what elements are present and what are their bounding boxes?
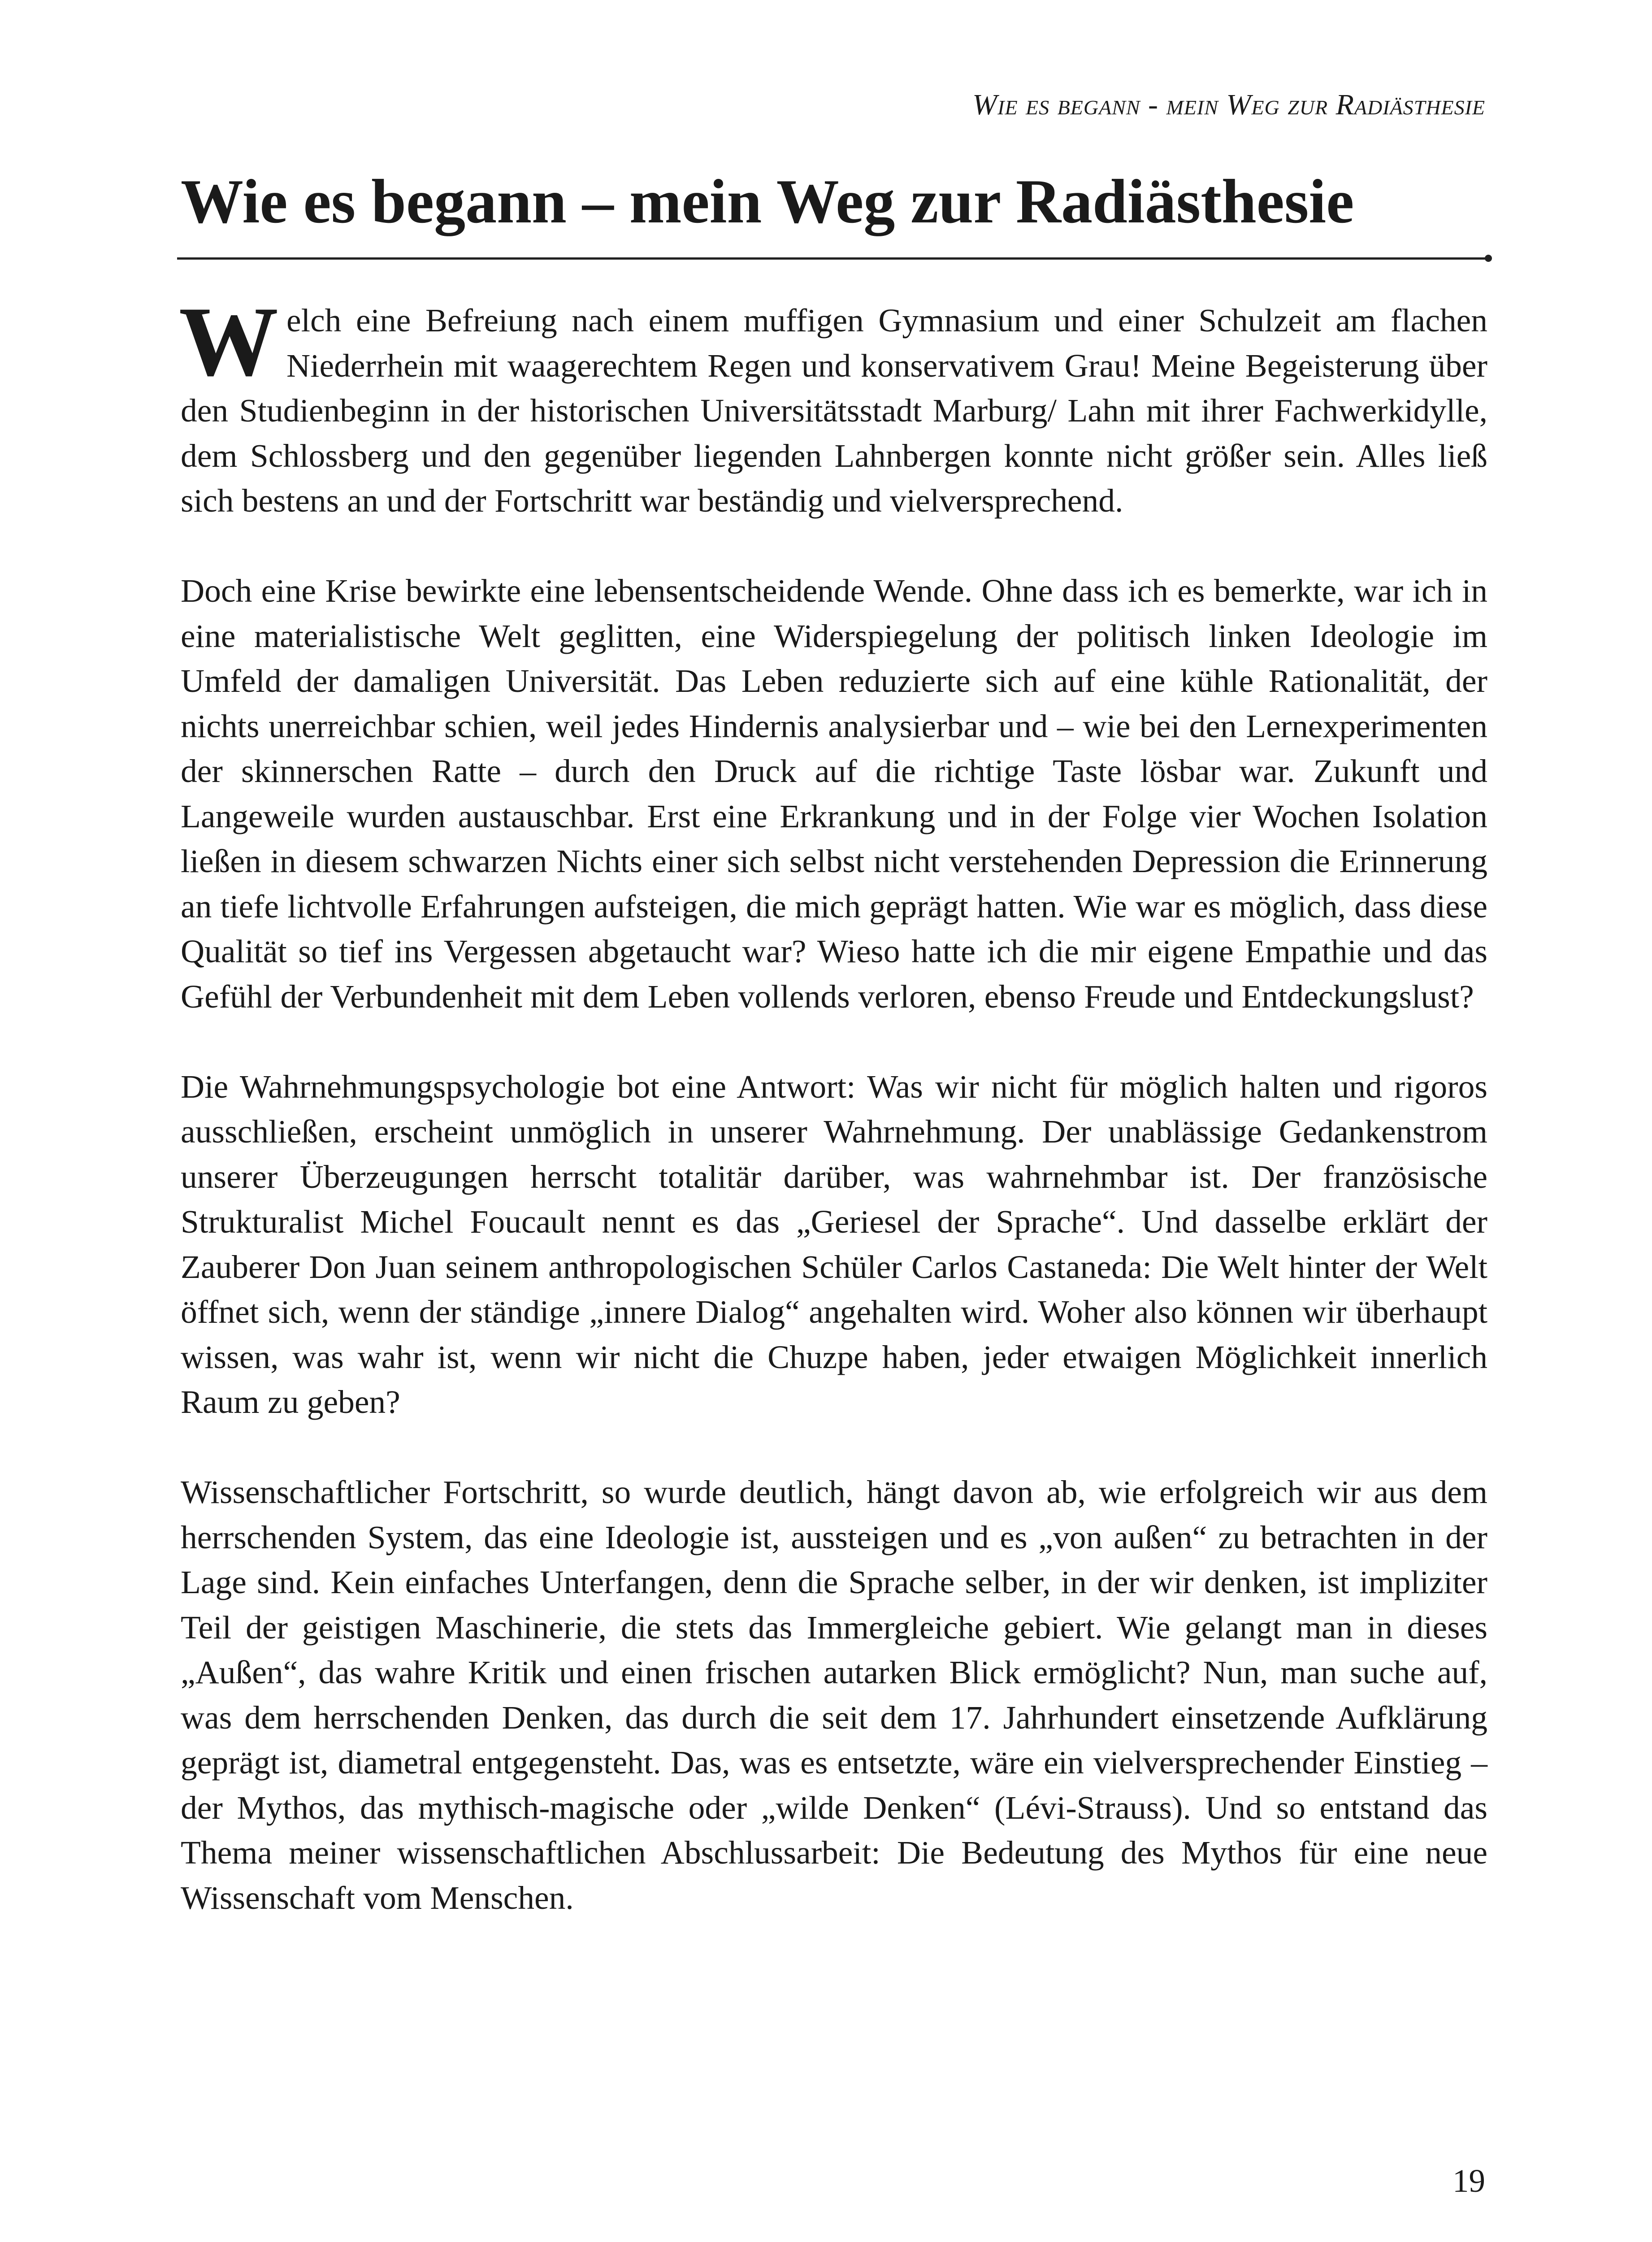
running-head-text: Wie es begann - mein Weg zur Radiästhesie — [972, 88, 1485, 121]
paragraph-1 — [179, 287, 1487, 524]
paragraph-3: Die Wahrnehmungspsychologie bot eine Antwort: Was wir nicht für möglich halten und rigoros ausschließen, erscheint unmöglich in unserer Wahrnehmung. Der unablässige Gedankenstrom unserer Überzeugungen herrscht totalitär darüber, was wahrnehmbar ist. Der französische Strukturalist Michel Foucault nennt es das „Geriesel der Sprache“. Und dasselbe erklärt der Zauberer Don Juan seinem anthropologischen Schüler Carlos Castaneda: Die Welt hinter der Welt öffnet sich, wenn der ständige „innere Dialog“ angehalten wird. Woher also können wir überhaupt wissen, was wahr ist, wenn wir nicht die Chuzpe haben, jeder etwaigen Möglichkeit innerlich Raum zu geben? — [181, 1068, 1487, 1420]
chapter-title: Wie es begann – mein Weg zur Radiästhesie — [181, 167, 1354, 236]
title-rule — [177, 257, 1488, 260]
paragraph-4: Wissenschaftlicher Fortschritt, so wurde deutlich, hängt davon ab, wie erfolgreich wir aus dem herrschenden System, das eine Ideologie ist, aussteigen und es „von außen“ zu betrachten in der Lage sind. Kein einfaches Unterfangen, denn die Sprache selber, in der wir denken, ist impliziter Teil der geistigen Maschinerie, die stets das Immergleiche gebiert. Wie gelangt man in dieses „Außen“, das wahre Kritik und einen frischen autarken Blick ermöglicht? Nun, man suche auf, was dem herrschenden Denken, das durch die seit dem 17. Jahrhundert einsetzende Aufklärung geprägt ist, diametral entgegensteht. Das, was es entsetzte, wäre ein vielversprechender Einstieg – der Mythos, das mythisch-magische oder „wilde Denken“ (Lévi-Strauss). Und so entstand das Thema meiner wissenschaftlichen Abschlussarbeit: Die Bedeutung des Mythos für eine neue Wissenschaft vom Menschen. — [181, 1474, 1487, 1916]
page-number: 19 — [1453, 2163, 1485, 2199]
title-rule-end-dot — [1485, 255, 1492, 262]
paragraph-2: Doch eine Krise bewirkte eine lebensentscheidende Wende. Ohne dass ich es bemerkte, war ich in eine materialistische Welt geglitten, eine Widerspiegelung der politisch linken Ideologie im Umfeld der damaligen Universität. Das Leben reduzierte sich auf eine kühle Rationalität, der nichts unerreichbar schien, weil jedes Hindernis analysierbar und – wie bei den Lernexperimenten der skinnerschen Ratte – durch den Druck auf die richtige Taste lösbar war. Zukunft und Langeweile wurden austauschbar. Erst eine Erkrankung und in der Folge vier Wochen Isolation ließen in diesem schwarzen Nichts einer sich selbst nicht verstehenden Depression die Erinnerung an tiefe lichtvolle Erfahrungen aufsteigen, die mich geprägt hatten. Wie war es möglich, dass diese Qualität so tief ins Vergessen abgetaucht war? Wieso hatte ich die mir eigene Empathie und das Gefühl der Verbundenheit mit dem Leben vollends verloren, ebenso Freude und Entdeckungslust? — [181, 573, 1487, 1015]
body-text — [179, 287, 1487, 1966]
paragraph-1-text: elch eine Befreiung nach einem muffigen Gymnasium und einer Schulzeit am flachen Niederrhein mit waagerechtem Regen und konservativem Grau! Meine Begeisterung über den Studienbeginn in der historischen Universitätsstadt Marburg/ Lahn mit ihrer Fachwerkidylle, dem Schlossberg und den gegenüber liegenden Lahnbergen konnte nicht größer sein. Alles ließ sich bestens an und der Fortschritt war beständig und vielversprechend. — [181, 302, 1487, 519]
drop-cap: W — [179, 287, 278, 397]
running-head — [972, 88, 1485, 122]
